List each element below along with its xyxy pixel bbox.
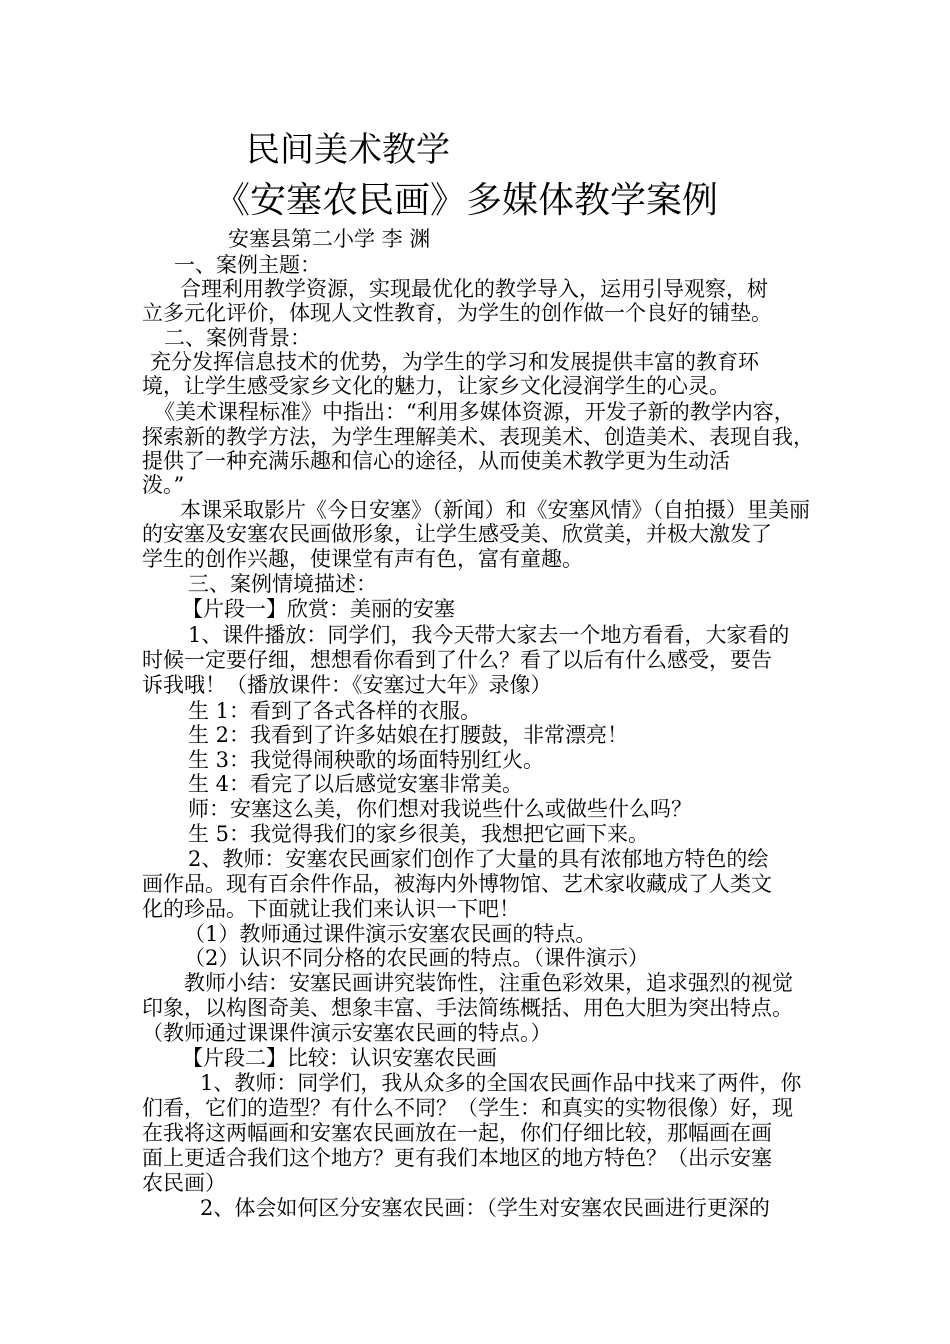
segment-heading: 【片段二】比较：认识安塞农民画	[182, 1046, 497, 1070]
paragraph-line: 教师小结：安塞民画讲究装饰性，注重色彩效果，追求强烈的视觉	[184, 971, 793, 995]
paragraph-line: 画作品。现有百余件作品，被海内外博物馆、艺术家收藏成了人类文	[142, 872, 772, 896]
paragraph-line: 1、教师：同学们，我从众多的全国农民画作品中找来了两件，你	[200, 1071, 802, 1095]
paragraph-line: 在我将这两幅画和安塞农民画放在一起，你们仔细比较，那幅画在画	[142, 1121, 772, 1145]
document-title: 民间美术教学	[246, 130, 450, 170]
paragraph-line: 提供了一种充满乐趣和信心的途径，从而使美术教学更为生动活	[142, 449, 730, 473]
section-heading: 一、案例主题：	[174, 253, 321, 277]
paragraph-line: 合理利用教学资源，实现最优化的教学导入，运用引导观察，树	[180, 277, 768, 301]
dialogue-line: 生 5：我觉得我们的家乡很美，我想把它画下来。	[188, 822, 650, 846]
dialogue-line: 师：安塞这么美，你们想对我说些什么或做些什么吗？	[188, 797, 692, 821]
paragraph-line: 印象，以构图奇美、想象丰富、手法简练概括、用色大胆为突出特点。	[142, 996, 793, 1020]
dialogue-line: 生 3：我觉得闹秧歌的场面特别红火。	[188, 748, 545, 772]
paragraph-line: 《美术课程标准》中指出：“利用多媒体资源，开发子新的教学内容，	[154, 400, 795, 424]
paragraph-line: 的安塞及安塞农民画做形象，让学生感受美、欣赏美，并极大激发了	[142, 522, 772, 546]
dialogue-line: 生 1：看到了各式各样的衣服。	[188, 699, 482, 723]
paragraph-line: 时候一定要仔细，想想看你看到了什么？看了以后有什么感受，要告	[142, 648, 772, 672]
paragraph-line: 2、体会如何区分安塞农民画：（学生对安塞农民画进行更深的	[200, 1196, 770, 1220]
paragraph-line: （2）认识不同分格的农民画的特点。（课件演示）	[184, 946, 649, 970]
paragraph-line: 面上更适合我们这个地方？更有我们本地区的地方特色？（出示安塞	[142, 1146, 772, 1170]
paragraph-line: （1）教师通过课件演示安塞农民画的特点。	[184, 922, 597, 946]
dialogue-line: 生 4：看完了以后感觉安塞非常美。	[188, 772, 524, 796]
paragraph-line: 泼。”	[142, 473, 185, 497]
section-heading: 二、案例背景：	[164, 326, 311, 350]
paragraph-line: 立多元化评价，体现人文性教育，为学生的创作做一个良好的铺垫。	[142, 301, 772, 325]
paragraph-line: 境，让学生感受家乡文化的魅力，让家乡文化浸润学生的心灵。	[142, 374, 730, 398]
paragraph-line: 2、教师：安塞农民画家们创作了大量的具有浓郁地方特色的绘	[188, 847, 769, 871]
section-heading: 三、案例情境描述：	[188, 572, 377, 596]
author-line: 安塞县第二小学 李 渊	[228, 227, 431, 251]
document-subtitle: 《安塞农民画》多媒体教学案例	[214, 180, 719, 221]
dialogue-line: 生 2：我看到了许多姑娘在打腰鼓，非常漂亮！	[188, 723, 629, 747]
paragraph-line: （教师通过课课件演示安塞农民画的特点。）	[142, 1021, 552, 1045]
paragraph-line: 学生的创作兴趣，使课堂有声有色，富有童趣。	[142, 547, 583, 571]
paragraph-line: 化的珍品。下面就让我们来认识一下吧！	[142, 897, 520, 921]
paragraph-line: 们看，它们的造型？有什么不同？（学生：和真实的实物很像）好，现	[142, 1096, 793, 1120]
paragraph-line: 探索新的教学方法，为学生理解美术、表现美术、创造美术、表现自我，	[142, 425, 814, 449]
segment-heading: 【片段一】欣赏：美丽的安塞	[182, 597, 455, 621]
paragraph-line: 农民画）	[142, 1171, 226, 1195]
paragraph-line: 诉我哦！（播放课件：《安塞过大年》录像）	[142, 673, 552, 697]
paragraph-line: 1、课件播放：同学们，我今天带大家去一个地方看看，大家看的	[188, 623, 790, 647]
paragraph-line: 本课采取影片《今日安塞》（新闻）和《安塞风情》（自拍摄）里美丽	[180, 498, 810, 522]
paragraph-line: 充分发挥信息技术的优势，为学生的学习和发展提供丰富的教育环	[150, 350, 759, 374]
